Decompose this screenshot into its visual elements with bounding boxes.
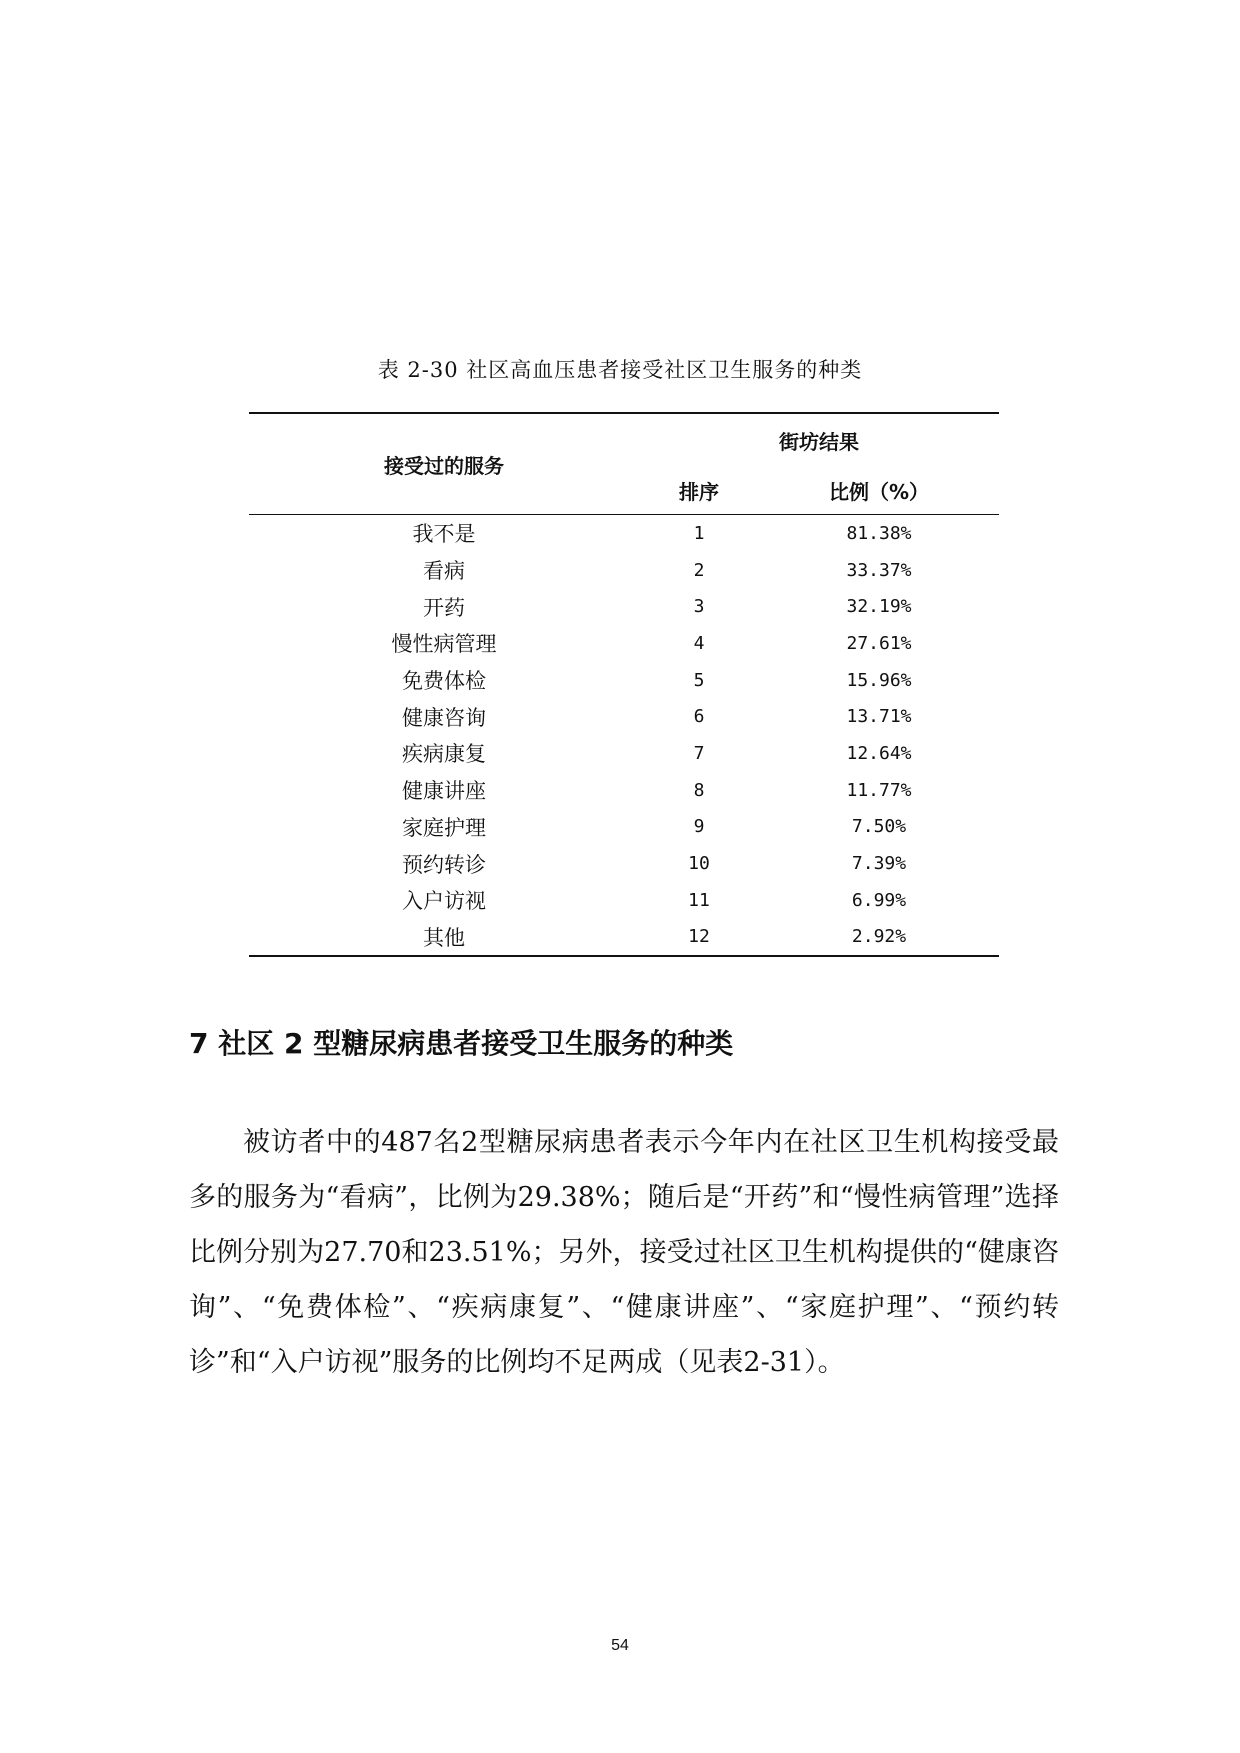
cell-rank: 12: [688, 926, 710, 948]
cell-rank: 4: [693, 632, 705, 654]
cell-ratio: 6.99%: [851, 889, 907, 911]
cell-ratio: 13.71%: [846, 706, 912, 728]
column-header-group: 街坊结果: [779, 429, 859, 454]
table-row: [249, 625, 999, 662]
cell-service: 开药: [423, 595, 465, 620]
cell-service: 免费体检: [402, 669, 486, 694]
cell-ratio: 32.19%: [846, 596, 912, 618]
section-heading: 7 社区 2 型糖尿病患者接受卫生服务的种类: [189, 1027, 734, 1060]
cell-rank: 8: [693, 779, 705, 801]
cell-ratio: 12.64%: [846, 742, 912, 764]
cell-service: 入户访视: [402, 889, 486, 914]
table-row: [249, 662, 999, 699]
cell-ratio: 7.50%: [851, 816, 907, 838]
table-row: [249, 698, 999, 735]
table-row: [249, 809, 999, 846]
cell-service: 健康咨询: [402, 705, 486, 730]
cell-rank: 5: [693, 669, 705, 691]
cell-service: 慢性病管理: [391, 632, 497, 657]
cell-service: 其他: [423, 925, 465, 950]
column-header-service: 接受过的服务: [249, 413, 639, 515]
cell-rank: 9: [693, 816, 705, 838]
cell-rank: 2: [693, 559, 705, 581]
table-row: [249, 919, 999, 957]
cell-service: 看病: [423, 559, 465, 584]
column-header-ratio: 比例（%）: [828, 479, 930, 504]
table-row: [249, 772, 999, 809]
cell-service: 疾病康复: [402, 742, 486, 767]
cell-ratio: 81.38%: [846, 522, 912, 544]
page-number: 54: [611, 1637, 629, 1654]
cell-ratio: 2.92%: [851, 926, 907, 948]
table-row: [249, 552, 999, 589]
body-paragraph: 被访者中的487名2型糖尿病患者表示今年内在社区卫生机构接受最多的服务为“看病”，比例为29.38%；随后是“开药”和“慢性病管理”选择比例分别为27.70和23.51%；另外，接受过社区卫生机构提供的“健康咨询”、“免费体检”、“疾病康复”、“健康讲座”、“家庭护理”、“预约转诊”和“入户访视”服务的比例均不足两成（见表2-31）。: [189, 1127, 1059, 1378]
table-row: [249, 588, 999, 625]
cell-ratio: 33.37%: [846, 559, 912, 581]
cell-service: 健康讲座: [402, 779, 486, 804]
table-row: [249, 845, 999, 882]
cell-ratio: 7.39%: [851, 853, 907, 875]
cell-rank: 3: [693, 596, 705, 618]
table-caption: 表 2-30 社区高血压患者接受社区卫生服务的种类: [377, 358, 863, 382]
cell-rank: 7: [693, 742, 705, 764]
table-row: [249, 735, 999, 772]
cell-ratio: 27.61%: [846, 632, 912, 654]
services-table: [249, 412, 999, 957]
table-body: [249, 515, 999, 957]
cell-service: 预约转诊: [402, 852, 486, 877]
cell-service: 我不是: [412, 522, 476, 547]
table-row: [249, 515, 999, 552]
cell-service: 家庭护理: [402, 815, 486, 840]
column-header-rank: 排序: [679, 479, 719, 504]
cell-ratio: 15.96%: [846, 669, 912, 691]
cell-rank: 10: [688, 853, 710, 875]
cell-rank: 11: [688, 889, 710, 911]
cell-rank: 1: [693, 522, 705, 544]
table-row: [249, 882, 999, 919]
cell-ratio: 11.77%: [846, 779, 912, 801]
cell-rank: 6: [693, 706, 705, 728]
